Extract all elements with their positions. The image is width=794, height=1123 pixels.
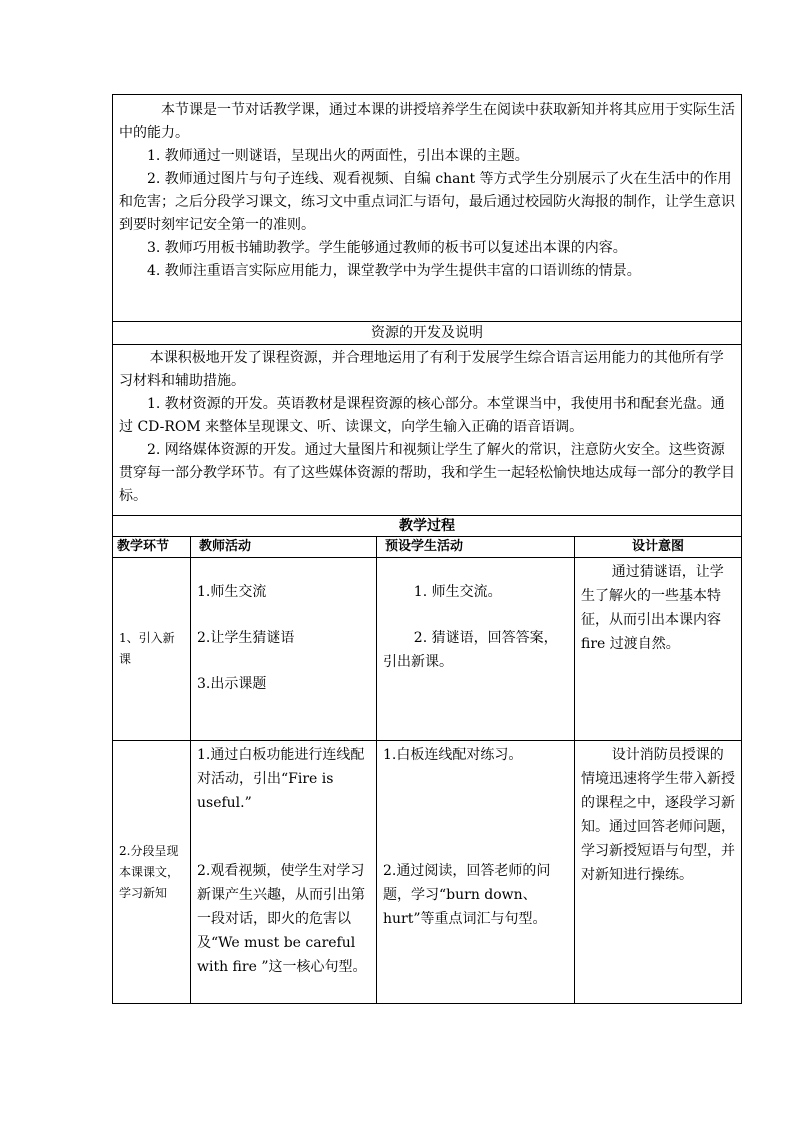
student-activity-2 xyxy=(377,741,575,1004)
resources-intro: 本课积极地开发了课程资源，并合理地运用了有利于发展学生综合语言运用能力的其他所有学习材料和辅助措施。 xyxy=(119,350,724,389)
teacher-activity-2-item-2: 2.观看视频，使学生对学习新课产生兴趣，从而引出第一段对话，即火的危害以及“We must be careful with fire ”这一核心句型。 xyxy=(197,863,367,975)
resources-item-1: 1. 教材资源的开发。英语教材是课程资源的核心部分。本堂课当中，我使用书和配套光盘。通过 CD-ROM 来整体呈现课文、听、读课文，向学生输入正确的语音语调。 xyxy=(119,396,725,435)
design-intent-1-text: 通过猜谜语，让学生了解火的一些基本特征，从而引出本课内容 fire 过渡自然。 xyxy=(581,564,724,652)
process-title: 教学过程 xyxy=(113,516,742,537)
summary-item-3: 3. 教师巧用板书辅助教学。学生能够通过教师的板书可以复述出本课的内容。 xyxy=(147,240,627,256)
summary-row xyxy=(113,95,742,322)
header-teacher: 教师活动 xyxy=(191,537,377,558)
resources-cell xyxy=(113,345,742,516)
summary-cell xyxy=(113,95,742,322)
design-intent-1 xyxy=(575,558,742,741)
resources-row xyxy=(113,345,742,516)
student-activity-2-item-1: 1.白板连线配对练习。 xyxy=(383,747,523,763)
teacher-activity-2 xyxy=(191,741,377,1004)
teacher-activity-2-item-1: 1.通过白板功能进行连线配对活动，引出“Fire is useful.” xyxy=(197,747,365,811)
process-header-row xyxy=(113,537,742,558)
teacher-activity-1 xyxy=(191,558,377,741)
process-row-2 xyxy=(113,741,742,1004)
teacher-activity-1-item-1: 1.师生交流 xyxy=(197,584,267,600)
design-intent-2 xyxy=(575,741,742,1004)
summary-item-2: 2. 教师通过图片与句子连线、观看视频、自编 chant 等方式学生分别展示了火在生活中的作用和危害；之后分段学习课文，练习文中重点词汇与语句，最后通过校园防火海报的制作，让学生意识到要时刻牢记安全第一的准则。 xyxy=(119,171,735,233)
summary-item-1: 1. 教师通过一则谜语，呈现出火的两面性，引出本课的主题。 xyxy=(147,148,529,164)
summary-item-4: 4. 教师注重语言实际应用能力，课堂教学中为学生提供丰富的口语训练的情景。 xyxy=(147,263,641,279)
header-stage: 教学环节 xyxy=(113,537,191,558)
student-activity-1 xyxy=(377,558,575,741)
design-intent-2-text: 设计消防员授课的情境迅速将学生带入新授的课程之中，逐段学习新知。通过回答老师问题，学习新授短语与句型，并对新知进行操练。 xyxy=(581,747,735,883)
stage-2: 2.分段呈现本课课文，学习新知 xyxy=(113,741,191,1004)
teacher-activity-1-item-2: 2.让学生猜谜语 xyxy=(197,630,295,646)
student-activity-1-item-2: 2. 猜谜语，回答答案，引出新课。 xyxy=(383,630,558,670)
stage-1: 1、引入新课 xyxy=(113,558,191,741)
resources-title-row xyxy=(113,322,742,345)
student-activity-2-item-2: 2.通过阅读，回答老师的问题，学习“burn down、hurt”等重点词汇与句型。 xyxy=(383,863,551,927)
student-activity-1-item-1: 1. 师生交流。 xyxy=(413,584,502,600)
teacher-activity-1-item-3: 3.出示课题 xyxy=(197,676,267,692)
resources-item-2: 2. 网络媒体资源的开发。通过大量图片和视频让学生了解火的常识，注意防火安全。这些资源贯穿每一部分教学环节。有了这些媒体资源的帮助，我和学生一起轻松愉快地达成每一部分的教学目标。 xyxy=(119,442,735,504)
summary-intro: 本节课是一节对话教学课，通过本课的讲授培养学生在阅读中获取新知并将其应用于实际生活中的能力。 xyxy=(119,102,735,141)
lesson-table xyxy=(112,94,742,1004)
process-row-1 xyxy=(113,558,742,741)
process-title-row xyxy=(113,516,742,537)
resources-title: 资源的开发及说明 xyxy=(113,322,742,345)
lesson-document xyxy=(112,94,741,1004)
header-student: 预设学生活动 xyxy=(377,537,575,558)
header-intent: 设计意图 xyxy=(575,537,742,558)
